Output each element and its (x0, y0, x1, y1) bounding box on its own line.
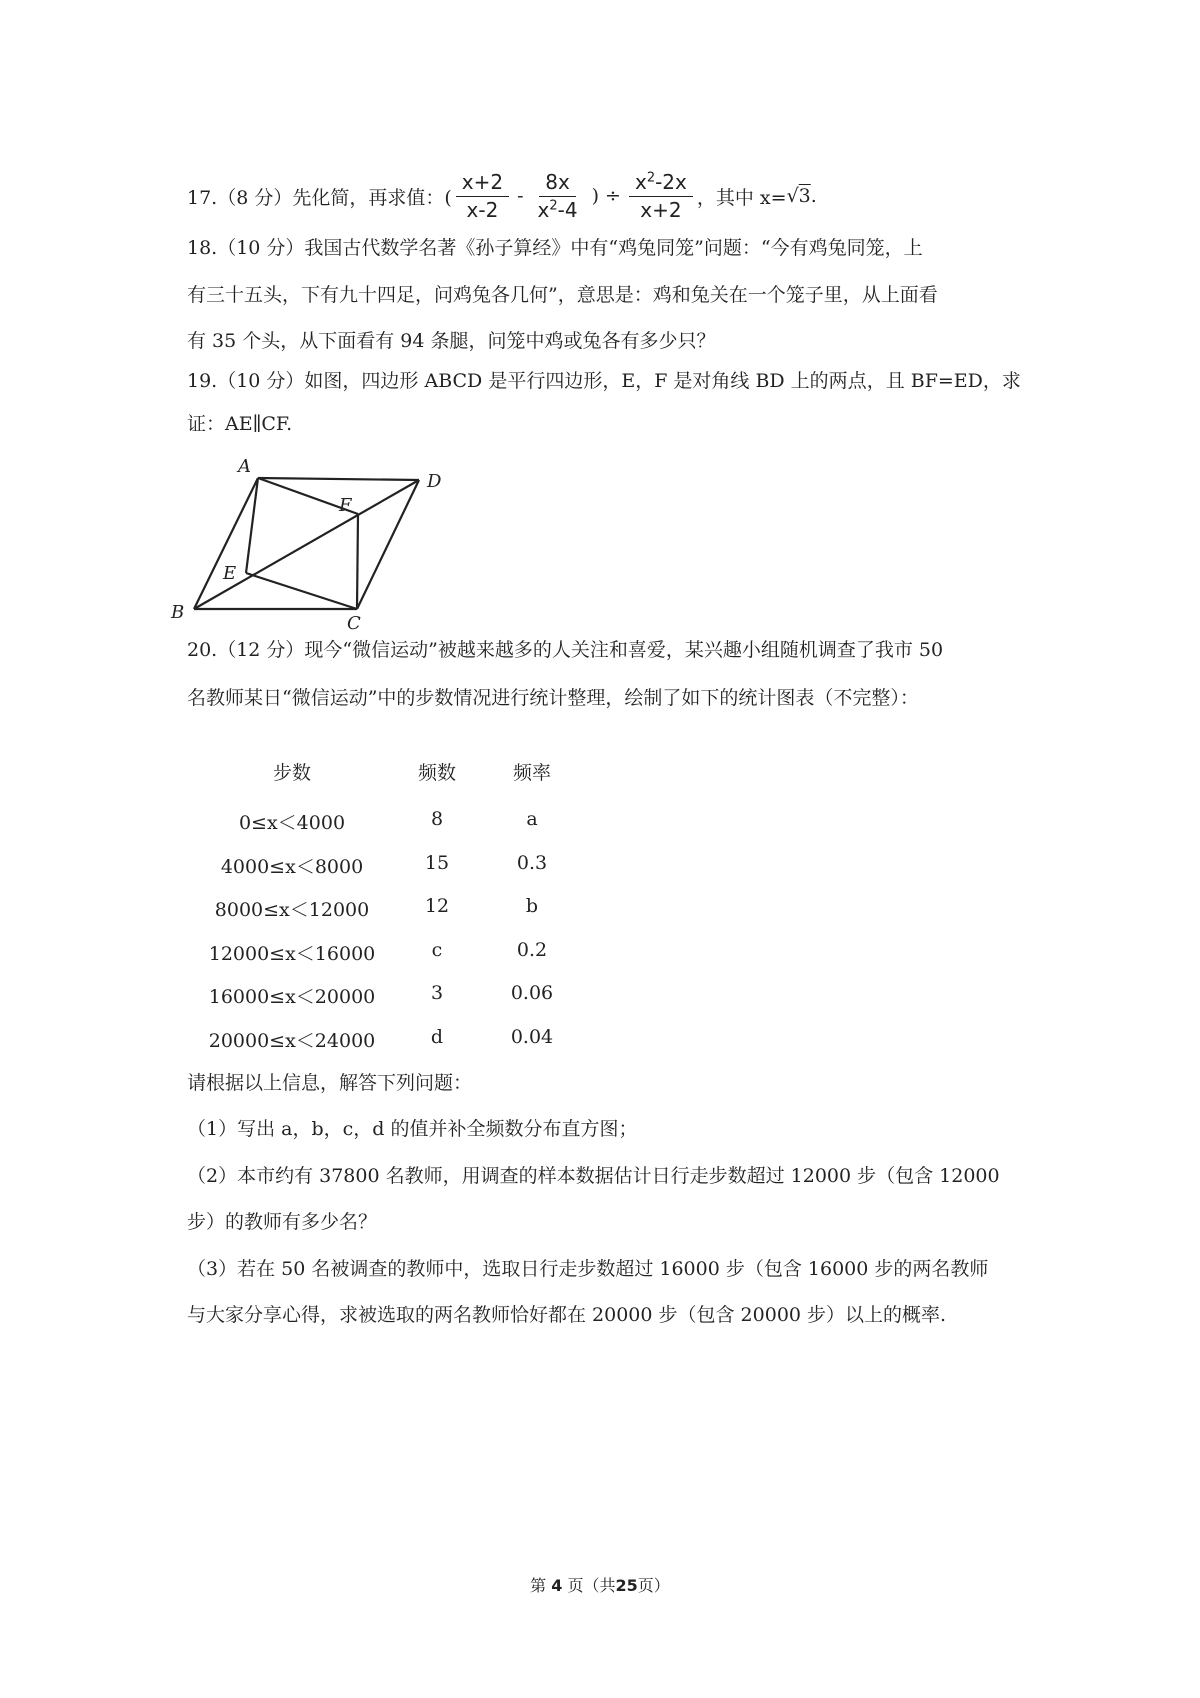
q17-frac3-numerator: $x^2-2x$ (629, 171, 693, 197)
header-frequency-rate: 频率 (512, 762, 551, 784)
footer-suffix: 页） (637, 1576, 670, 1595)
page-number: 4 (551, 1576, 563, 1595)
q17-fraction-2 (532, 171, 584, 222)
header-steps: 步数 (272, 762, 311, 784)
table-cell-range: 16000≤x＜20000 (208, 986, 376, 1008)
q17-period: . (810, 185, 817, 207)
q20-line-1: 20.（12 分）现今“微信运动”被越来越多的人关注和喜爱，某兴趣小组随机调查了我市 50 (187, 639, 944, 661)
q17-frac2-numerator: 8x (539, 171, 576, 197)
footer-prefix: 第 (530, 1576, 547, 1595)
header-frequency-count: 频数 (417, 762, 456, 784)
q19-line-1: 19.（10 分）如图，四边形 ABCD 是平行四边形，E，F 是对角线 BD 上的两点，且 BF=ED，求 (187, 370, 1021, 392)
q20-sub-question-2-line-1: （2）本市约有 37800 名教师，用调查的样本数据估计日行走步数超过 12000 步（包含 12000 (187, 1165, 1000, 1187)
diagonal-BD (194, 480, 419, 609)
table-cell-count: 3 (430, 982, 444, 1004)
label-F: F (339, 495, 352, 516)
footer-middle: 页（共 (567, 1576, 616, 1595)
table-cell-range: 20000≤x＜24000 (208, 1030, 376, 1052)
q17-frac1-denominator: x-2 (466, 197, 499, 222)
table-cell-range: 8000≤x＜12000 (214, 899, 370, 921)
table-cell-count: 8 (430, 808, 444, 830)
table-cell-range: 0≤x＜4000 (238, 812, 346, 834)
q19-line-2: 证：AE∥CF. (187, 413, 293, 435)
q20-line-2: 名教师某日“微信运动”中的步数情况进行统计整理，绘制了如下的统计图表（不完整）： (187, 687, 919, 709)
label-B: B (171, 602, 185, 623)
segment-EC (246, 573, 357, 609)
table-cell-rate: a (526, 808, 538, 830)
page-footer (0, 1573, 1200, 1596)
table-cell-count: d (430, 1026, 444, 1048)
label-E: E (223, 563, 237, 584)
q17-frac3-denominator: x+2 (640, 197, 682, 222)
label-D: D (427, 471, 442, 492)
table-cell-count: c (431, 939, 443, 961)
table-row (187, 939, 587, 969)
table-cell-rate: 0.2 (516, 939, 548, 961)
table-cell-count: 12 (424, 895, 450, 917)
total-pages: 25 (615, 1576, 638, 1595)
table-cell-count: 15 (424, 852, 450, 874)
edge-DC (357, 480, 419, 609)
table-cell-rate: b (525, 895, 539, 917)
q17-prefix: 17.（8 分）先化简，再求值：( (187, 186, 452, 209)
question-17 (187, 168, 817, 224)
edge-AD (258, 478, 419, 480)
q17-fraction-3 (629, 171, 693, 222)
q17-fraction-1 (456, 171, 509, 222)
q20-sub-question-2-line-2: 步）的教师有多少名？ (187, 1211, 378, 1233)
table-row (187, 1026, 587, 1056)
label-A: A (238, 456, 251, 477)
table-header-row (187, 758, 587, 788)
q18-line-3: 有 35 个头，从下面看有 94 条腿，问笼中鸡或兔各有多少只？ (187, 330, 716, 352)
q20-sub-question-1: （1）写出 a，b，c，d 的值并补全频数分布直方图； (187, 1118, 638, 1140)
q18-line-2: 有三十五头，下有九十四足，问鸡兔各几何”，意思是：鸡和兔关在一个笼子里，从上面看 (187, 284, 938, 306)
table-cell-range: 4000≤x＜8000 (220, 856, 364, 878)
q17-frac2-denominator: $x^2-4$ (537, 197, 578, 222)
label-C: C (347, 613, 361, 634)
table-cell-range: 12000≤x＜16000 (208, 943, 376, 965)
q17-frac1-numerator: x+2 (456, 171, 509, 197)
table-row (187, 982, 587, 1012)
q17-minus: - (517, 185, 524, 207)
table-row (187, 808, 587, 838)
q20-sub-question-3-line-1: （3）若在 50 名被调查的教师中，选取日行走步数超过 16000 步（包含 16000 步的两名教师 (187, 1258, 989, 1280)
table-row (187, 852, 587, 882)
q20-sub-question-3-line-2: 与大家分享心得，求被选取的两名教师恰好都在 20000 步（包含 20000 步）以上的概率. (187, 1304, 947, 1326)
q18-line-1: 18.（10 分）我国古代数学名著《孙子算经》中有“鸡兔同笼”问题：“今有鸡兔同笼，上 (187, 237, 923, 259)
table-cell-rate: 0.3 (516, 852, 548, 874)
q17-suffix: ，其中 x= (696, 186, 787, 209)
table-row (187, 895, 587, 925)
q17-close-divide: ) ÷ (591, 185, 621, 207)
sqrt-symbol: √ (786, 185, 799, 207)
table-cell-rate: 0.04 (510, 1026, 554, 1048)
q20-prompt: 请根据以上信息，解答下列问题： (187, 1072, 473, 1094)
sqrt-argument: 3 (798, 185, 811, 207)
table-cell-rate: 0.06 (510, 982, 554, 1004)
segment-FC (357, 514, 358, 609)
edge-BA (194, 478, 258, 609)
